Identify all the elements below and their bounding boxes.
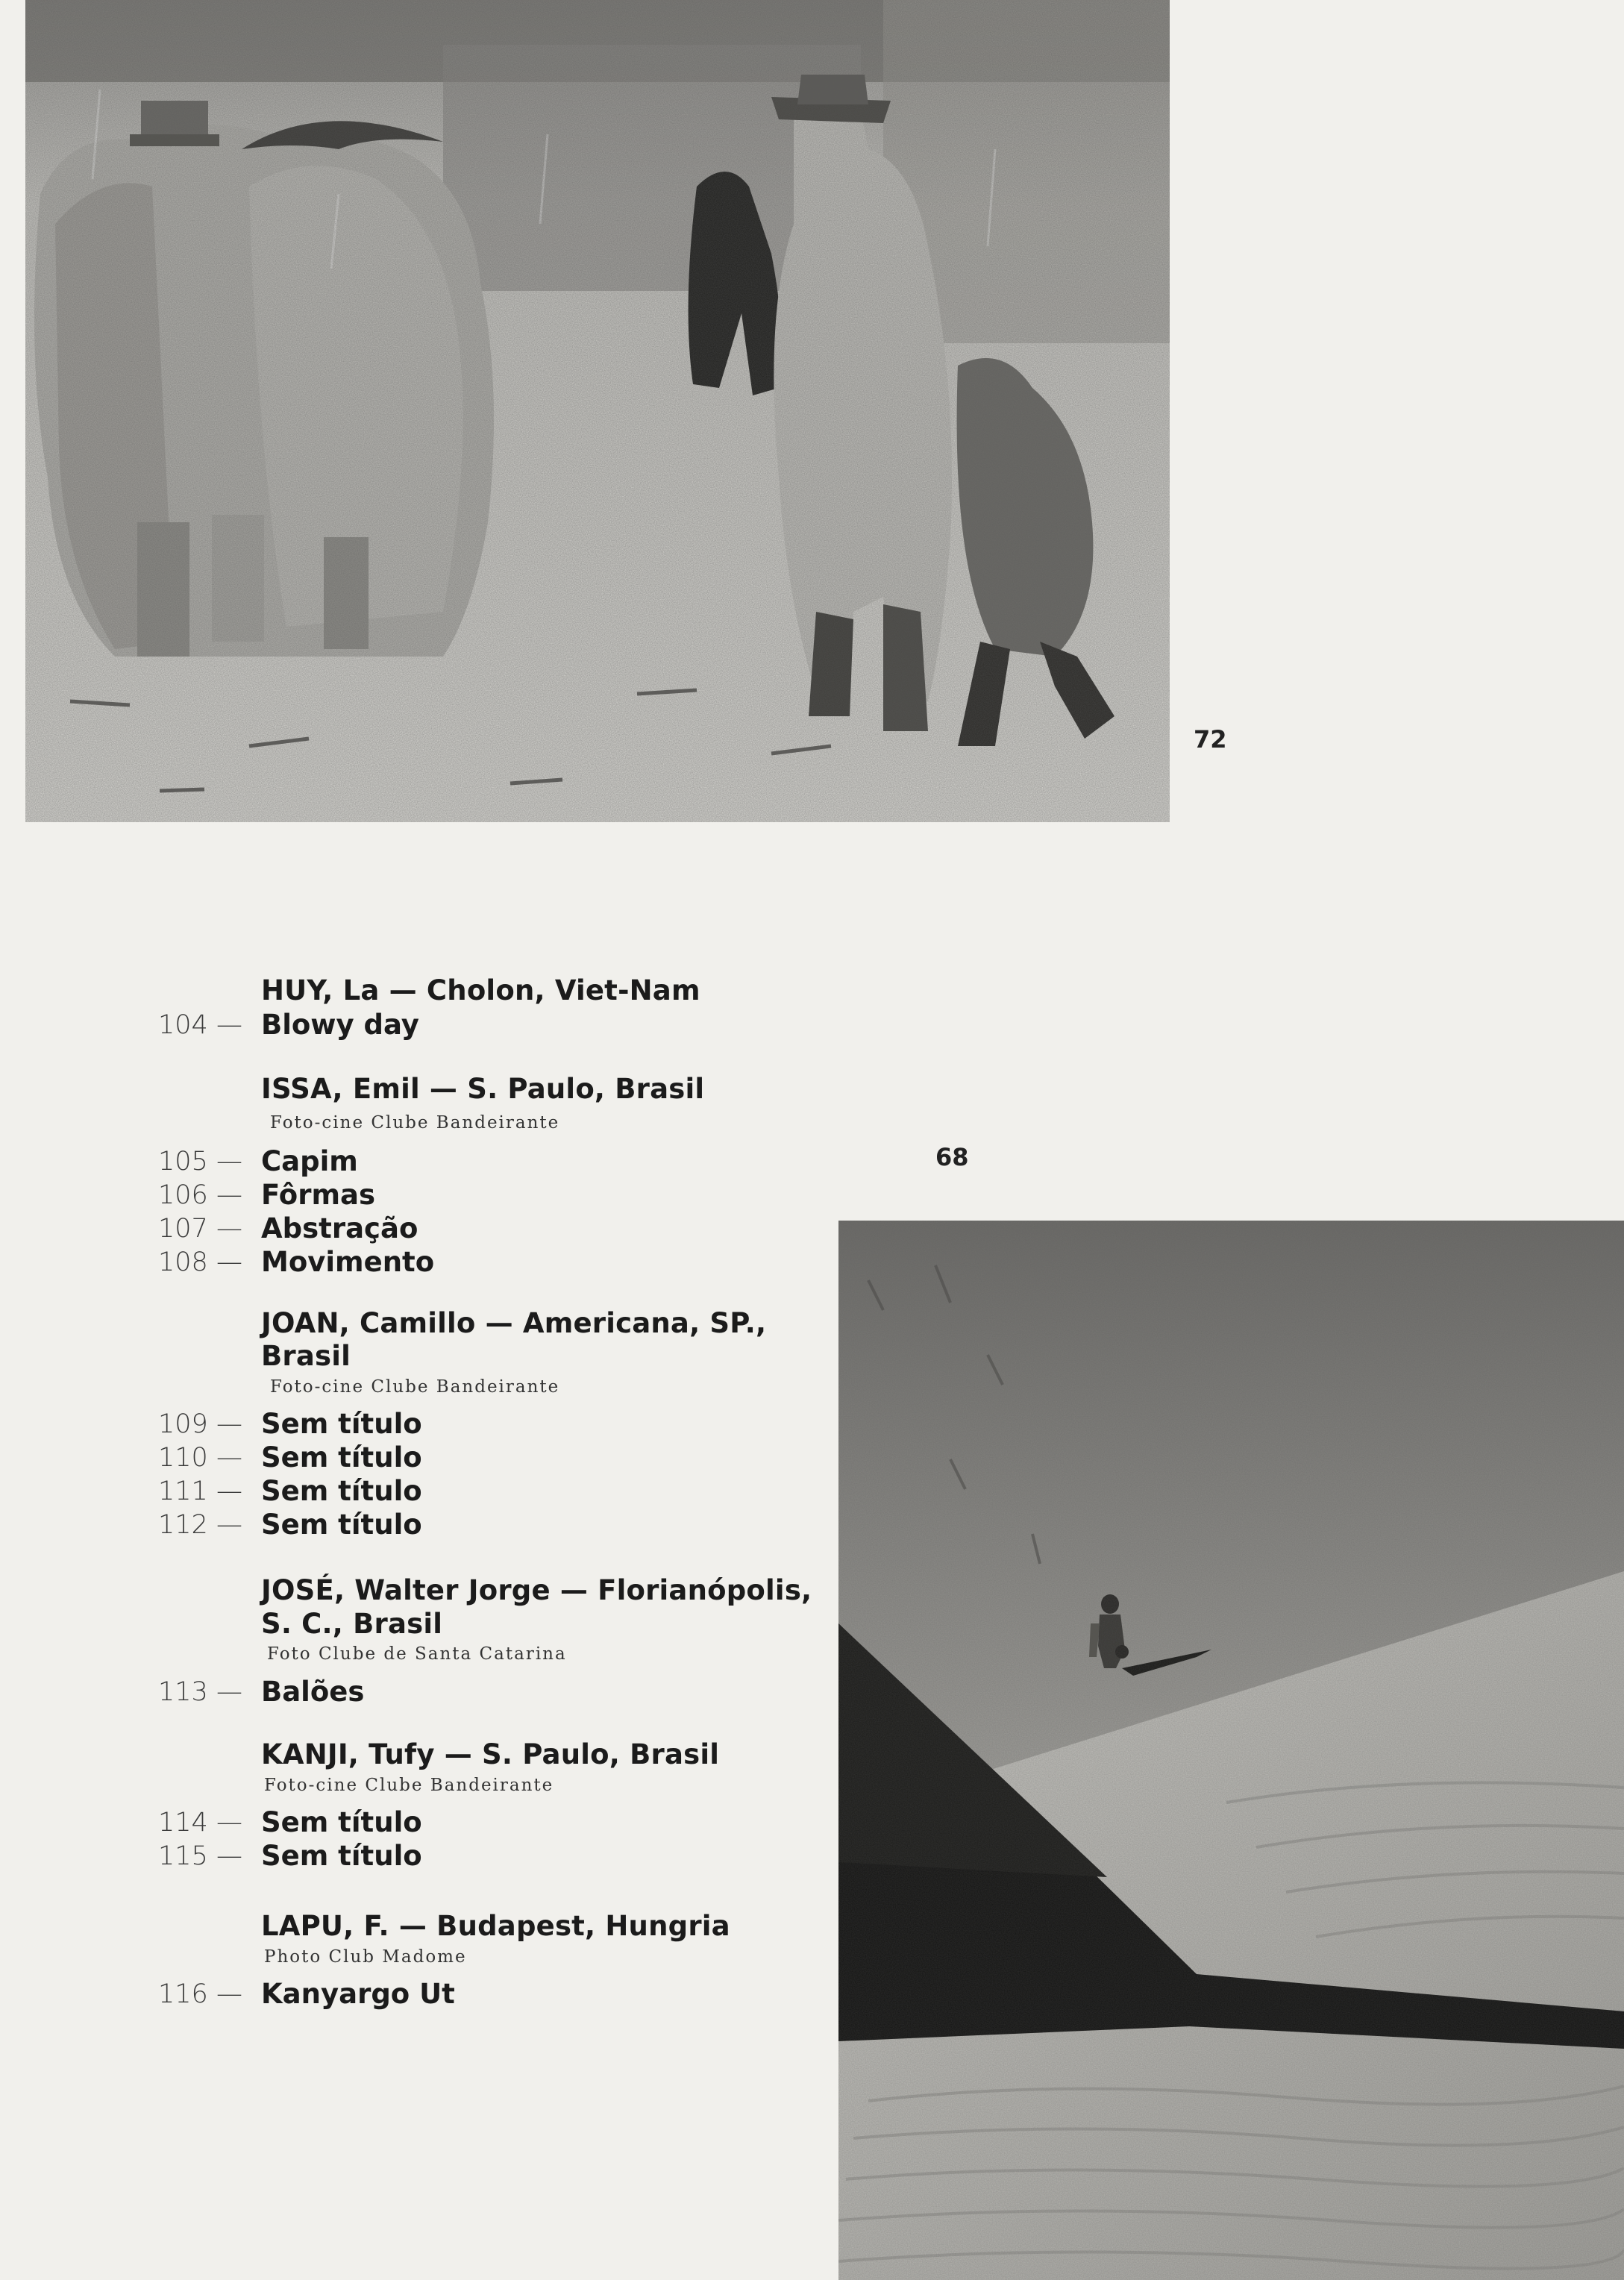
plate-number-top: 72 xyxy=(1194,725,1227,754)
entry-number: 114 — xyxy=(158,1808,242,1838)
work-title: Capim xyxy=(261,1145,358,1177)
photo-desert-dune xyxy=(838,1221,1624,2280)
work-title: Blowy day xyxy=(261,1009,419,1041)
author-heading: HUY, La — Cholon, Viet-Nam xyxy=(261,974,700,1006)
entry-number: 106 — xyxy=(158,1180,242,1210)
work-title: Movimento xyxy=(261,1246,435,1278)
entry-number: 113 — xyxy=(158,1677,242,1707)
author-heading: KANJI, Tufy — S. Paulo, Brasil xyxy=(261,1738,720,1770)
entry-number: 111 — xyxy=(158,1476,242,1506)
work-title: Sem título xyxy=(261,1509,422,1541)
author-heading: JOAN, Camillo — Americana, SP., xyxy=(261,1307,767,1339)
entry-number: 105 — xyxy=(158,1147,242,1177)
entry-number: 112 — xyxy=(158,1510,242,1540)
author-heading: LAPU, F. — Budapest, Hungria xyxy=(261,1910,730,1942)
work-title: Fôrmas xyxy=(261,1179,375,1211)
entry-number: 107 — xyxy=(158,1214,242,1244)
entry-number: 108 — xyxy=(158,1247,242,1277)
work-title: Sem título xyxy=(261,1806,422,1838)
work-title: Balões xyxy=(261,1676,365,1708)
work-title: Sem título xyxy=(261,1840,422,1872)
club-name: Photo Club Madome xyxy=(264,1947,467,1967)
author-heading: JOSÉ, Walter Jorge — Florianópolis, xyxy=(261,1574,812,1606)
entry-number: 116 — xyxy=(158,1979,242,2009)
work-title: Kanyargo Ut xyxy=(261,1978,455,2010)
work-title: Abstração xyxy=(261,1212,418,1244)
entry-number: 104 — xyxy=(158,1010,242,1040)
work-title: Sem título xyxy=(261,1441,422,1473)
author-heading-cont: Brasil xyxy=(261,1340,351,1372)
entry-number: 110 — xyxy=(158,1443,242,1473)
plate-number-right: 68 xyxy=(935,1143,969,1171)
club-name: Foto-cine Clube Bandeirante xyxy=(270,1377,560,1397)
author-heading-cont: S. C., Brasil xyxy=(261,1608,443,1640)
author-heading: ISSA, Emil — S. Paulo, Brasil xyxy=(261,1073,705,1105)
club-name: Foto Clube de Santa Catarina xyxy=(267,1644,567,1664)
work-title: Sem título xyxy=(261,1408,422,1440)
photo-street-scene xyxy=(25,0,1170,822)
entry-number: 115 — xyxy=(158,1841,242,1871)
club-name: Foto-cine Clube Bandeirante xyxy=(264,1776,554,1795)
work-title: Sem título xyxy=(261,1475,422,1507)
entry-number: 109 — xyxy=(158,1409,242,1439)
club-name: Foto-cine Clube Bandeirante xyxy=(270,1113,560,1133)
